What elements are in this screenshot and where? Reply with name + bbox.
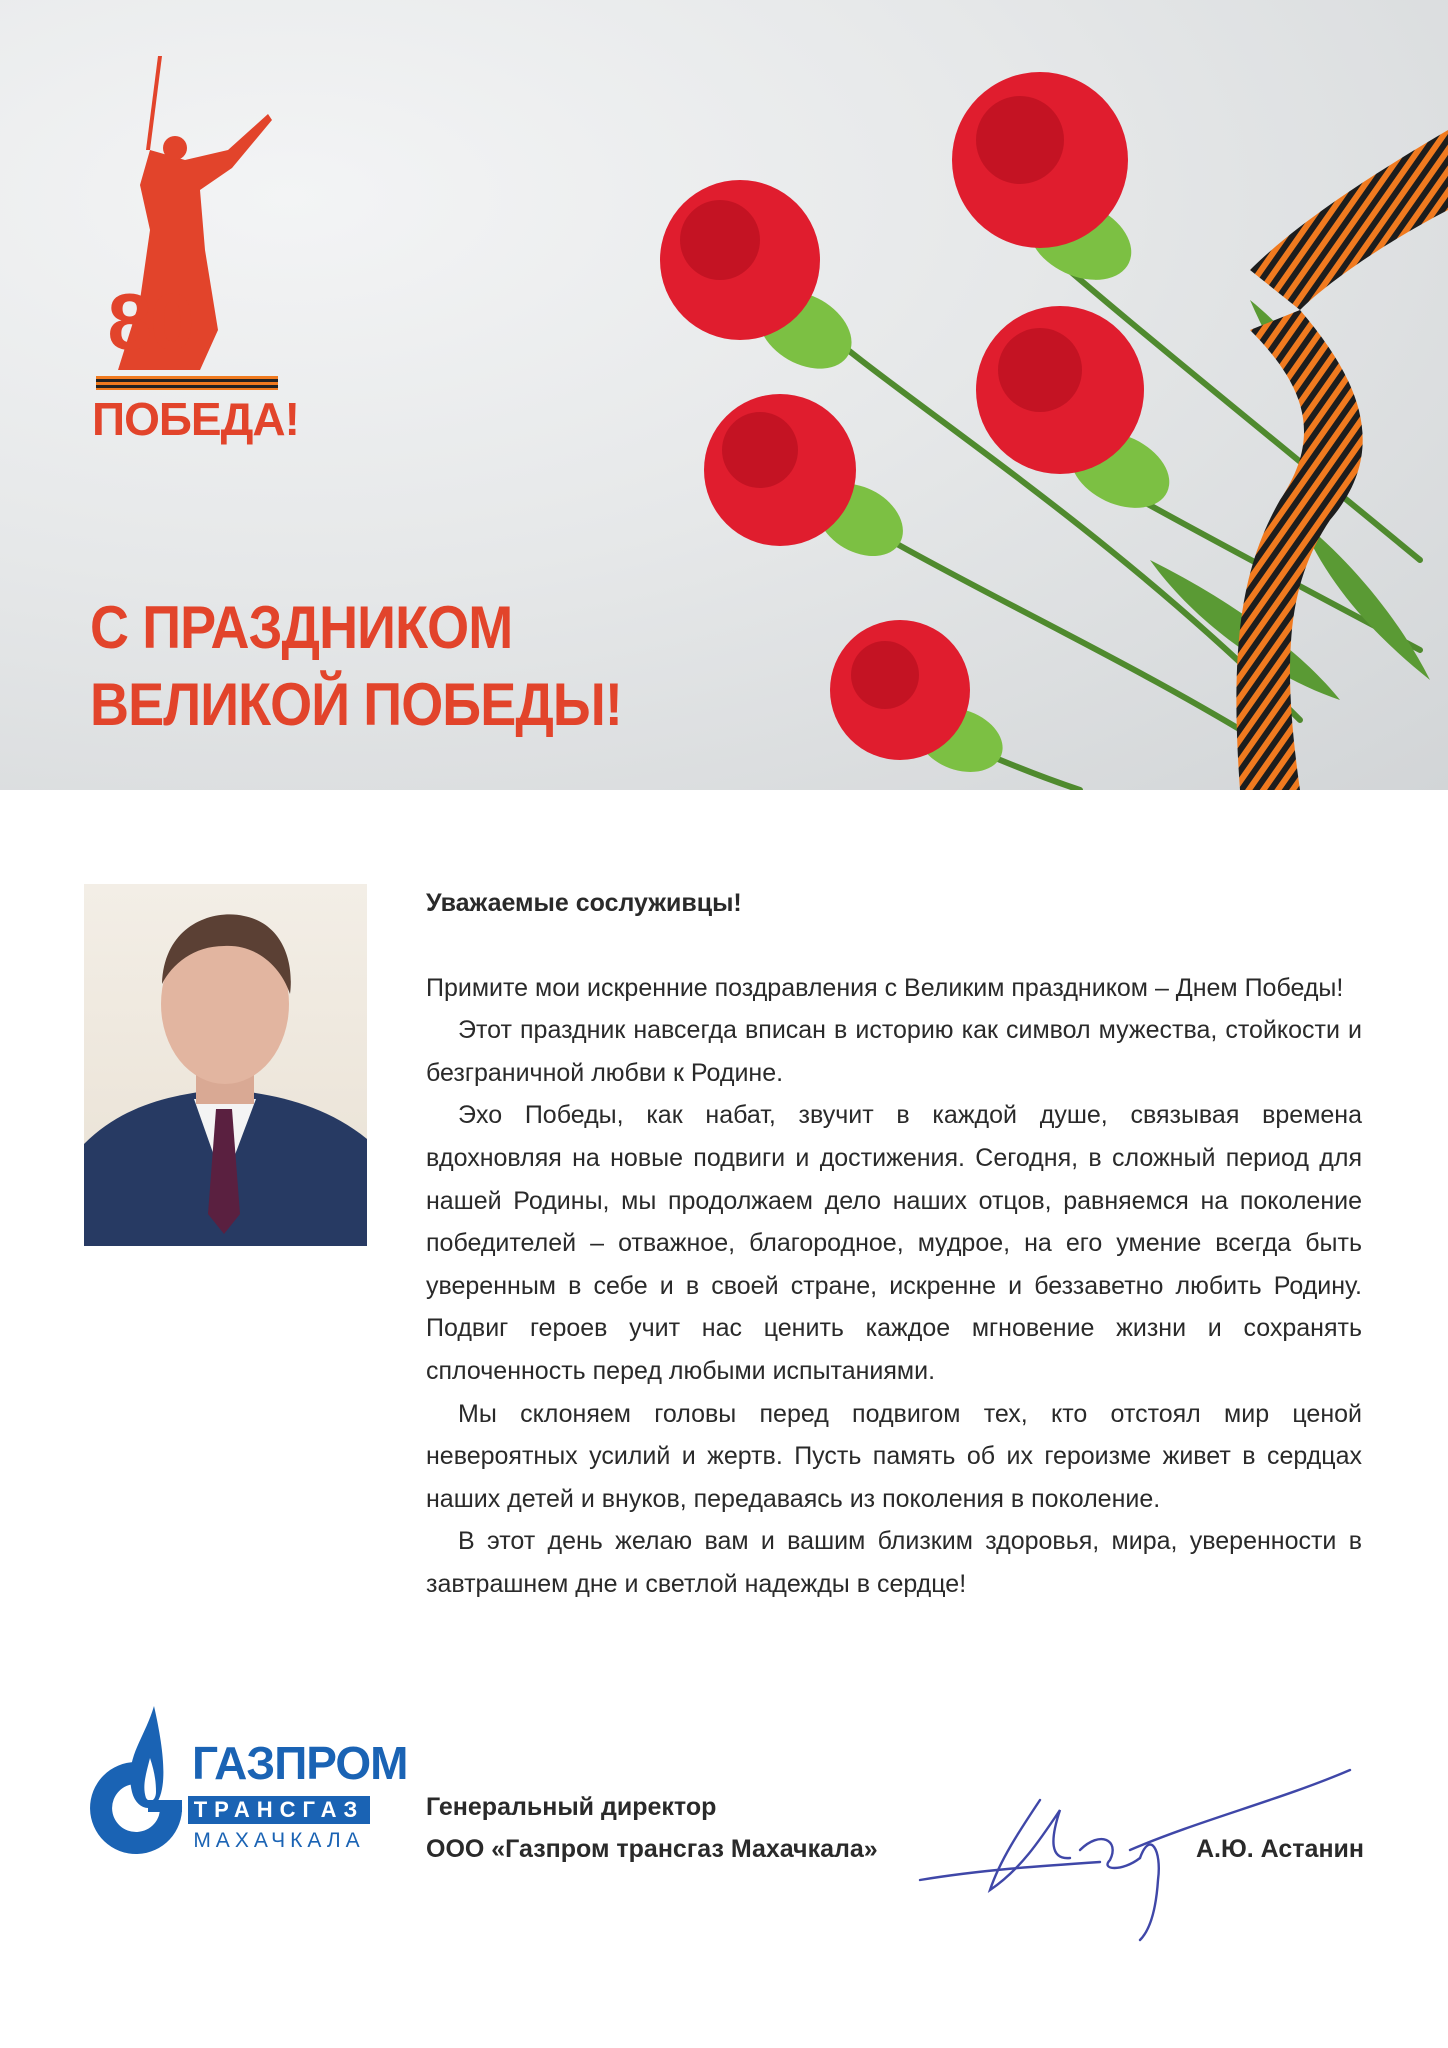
st-george-ribbon-icon [96,376,278,390]
letter-paragraph: Примите мои искренние поздравления с Великим праздником – Днем Победы! [426,973,1344,1002]
logo-word: ГАЗПРОМ [192,1737,408,1789]
signatory-name: А.Ю. Астанин [1196,1835,1365,1863]
gas-flame-icon [84,1700,194,1870]
logo-bar-text: ТРАНСГАЗ [188,1796,370,1824]
logo-city: МАХАЧКАЛА [193,1829,365,1852]
salutation: Уважаемые сослуживцы! [426,889,742,917]
anniversary-number: 80 [107,277,193,366]
greeting-letter [426,882,1362,1606]
anniversary-word: ПОБЕДА! [92,393,299,445]
letter-paragraph: Эхо Победы, как набат, звучит в каждой душе, связывая времена вдохновляя на новые подвиги и достижения. Сегодня, в сложный период для нашей Родины, мы продолжаем дело наших отцов, равняемся на поколение победителей – отважное, благородное, мудрое, на его умение всегда быть уверенным в себе и в своей стране, искренне и беззаветно любить Родину. Подвиг героев учит нас ценить каждое мгновение жизни и сохранять сплоченность перед любыми испытаниями. [426,1101,1362,1385]
headline-line-2: ВЕЛИКОЙ ПОБЕДЫ! [90,670,622,738]
header-banner [0,0,1448,790]
letter-paragraph: Этот праздник навсегда вписан в историю как символ мужества, стойкости и безграничной любви к Родине. [426,1016,1362,1087]
page-title [90,590,622,744]
position-line-1: Генеральный директор [426,1793,717,1821]
position-line-2: ООО «Газпром трансгаз Махачкала» [426,1835,878,1863]
director-portrait [84,884,367,1246]
letter-paragraph: В этот день желаю вам и вашим близким здоровья, мира, уверенности в завтрашнем дне и светлой надежды в сердце! [426,1527,1362,1598]
signatory-position [426,1786,878,1870]
company-logo [84,1700,408,1870]
letter-paragraph: Мы склоняем головы перед подвигом тех, кто отстоял мир ценой невероятных усилий и жертв. Пусть память об их героизме живет в сердцах наших детей и внуков, передаваясь из поколения в поколение. [426,1399,1362,1513]
headline-line-1: С ПРАЗДНИКОМ [90,594,513,661]
